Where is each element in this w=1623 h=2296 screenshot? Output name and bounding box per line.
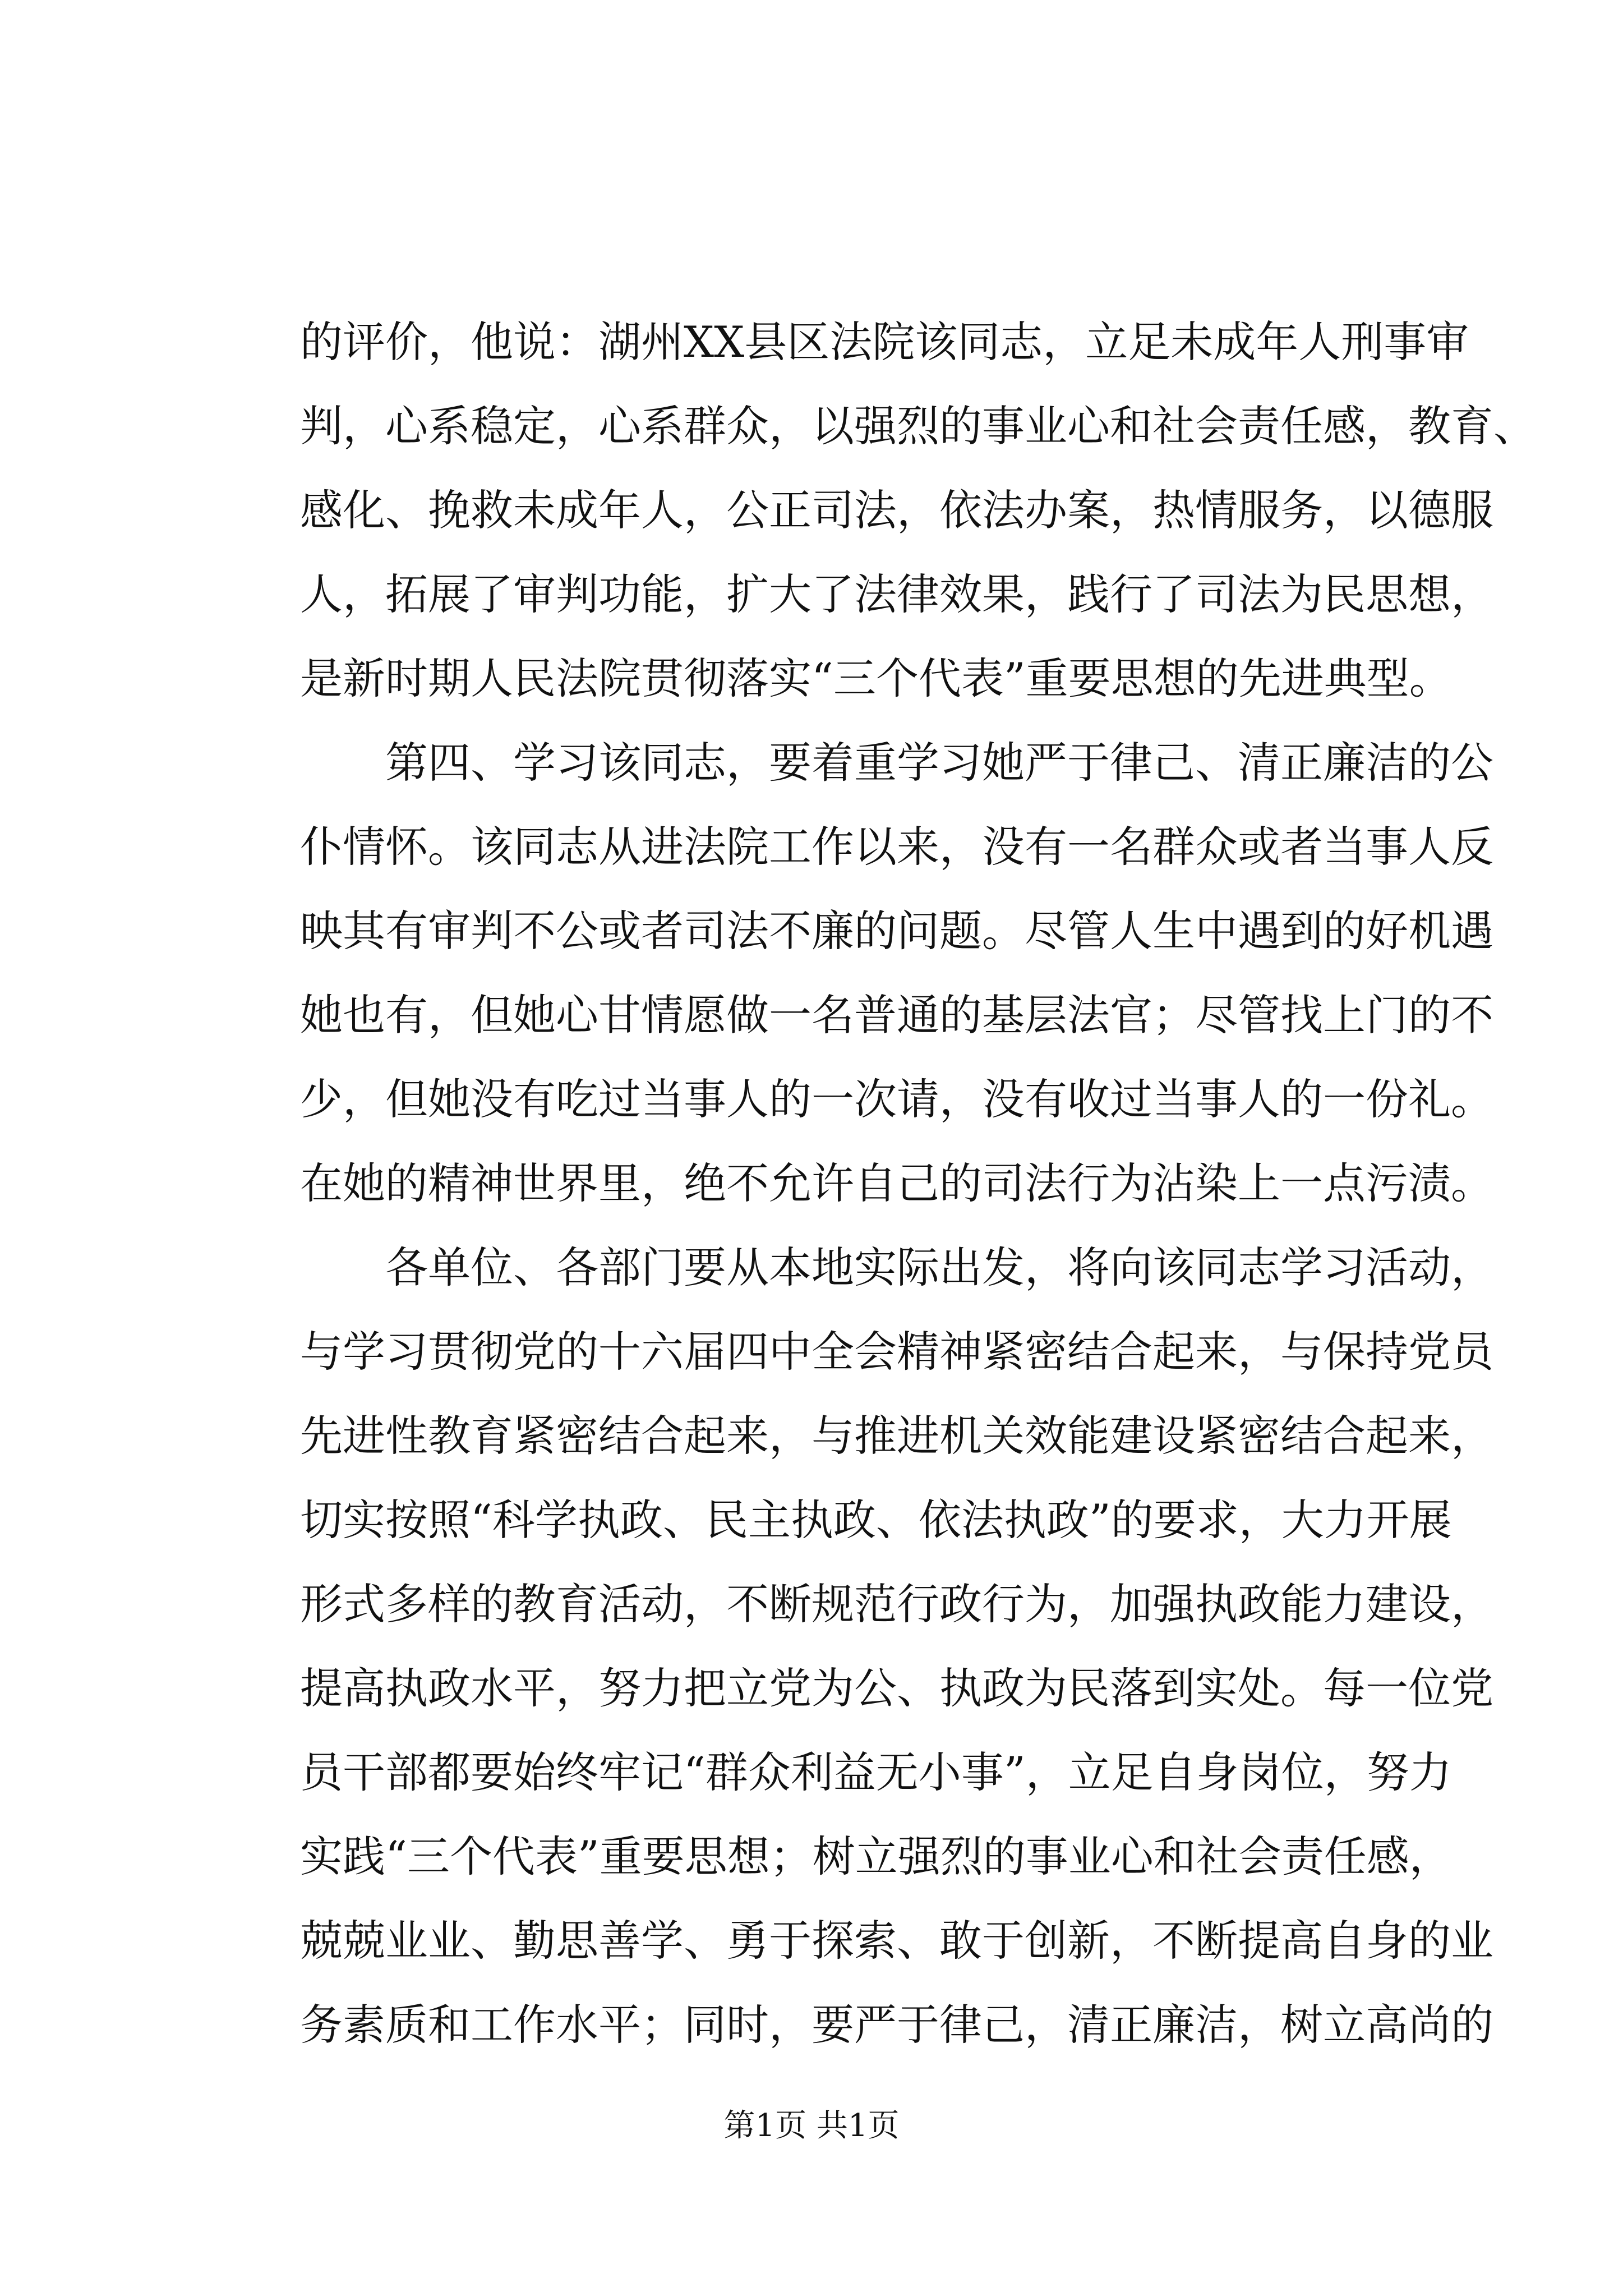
text-line: 务素质和工作水平；同时，要严于律己，清正廉洁，树立高尚的 xyxy=(300,2000,1493,2050)
text-line: 判，心系稳定，心系群众，以强烈的事业心和社会责任感，教育、 xyxy=(300,401,1536,451)
text-line: 仆情怀。该同志从进法院工作以来，没有一名群众或者当事人反 xyxy=(300,822,1493,872)
text-line: 与学习贯彻党的十六届四中全会精神紧密结合起来，与保持党员 xyxy=(300,1327,1493,1377)
text-line: 的评价，他说：湖州XX县区法院该同志，立足未成年人刑事审 xyxy=(300,317,1469,367)
text-line: 映其有审判不公或者司法不廉的问题。尽管人生中遇到的好机遇 xyxy=(300,906,1493,956)
text-line: 兢兢业业、勤思善学、勇于探索、敢于创新，不断提高自身的业 xyxy=(300,1916,1493,1966)
text-line: 实践“三个代表”重要思想；树立强烈的事业心和社会责任感， xyxy=(300,1832,1452,1881)
text-line: 提高执政水平，努力把立党为公、执政为民落到实处。每一位党 xyxy=(300,1663,1493,1713)
text-line: 各单位、各部门要从本地实际出发，将向该同志学习活动， xyxy=(300,1243,1493,1292)
text-line: 人，拓展了审判功能，扩大了法律效果，践行了司法为民思想， xyxy=(300,569,1493,619)
text-line: 在她的精神世界里，绝不允许自己的司法行为沾染上一点污渍。 xyxy=(300,1158,1493,1208)
text-line: 是新时期人民法院贯彻落实“三个代表”重要思想的先进典型。 xyxy=(300,654,1452,703)
text-line: 切实按照“科学执政、民主执政、依法执政”的要求，大力开展 xyxy=(300,1495,1452,1545)
text-line: 员干部都要始终牢记“群众利益无小事”，立足自身岗位，努力 xyxy=(300,1747,1452,1797)
text-line: 她也有，但她心甘情愿做一名普通的基层法官；尽管找上门的不 xyxy=(300,990,1493,1040)
text-line: 感化、挽救未成年人，公正司法，依法办案，热情服务，以德服 xyxy=(300,485,1493,535)
text-line: 先进性教育紧密结合起来，与推进机关效能建设紧密结合起来， xyxy=(300,1411,1493,1461)
page-number-footer: 第1页 共1页 xyxy=(723,2108,900,2144)
text-line: 第四、学习该同志，要着重学习她严于律己、清正廉洁的公 xyxy=(300,738,1493,788)
text-line: 形式多样的教育活动，不断规范行政行为，加强执政能力建设， xyxy=(300,1579,1493,1629)
text-line: 少，但她没有吃过当事人的一次请，没有收过当事人的一份礼。 xyxy=(300,1074,1493,1124)
document-body xyxy=(300,300,1536,2067)
